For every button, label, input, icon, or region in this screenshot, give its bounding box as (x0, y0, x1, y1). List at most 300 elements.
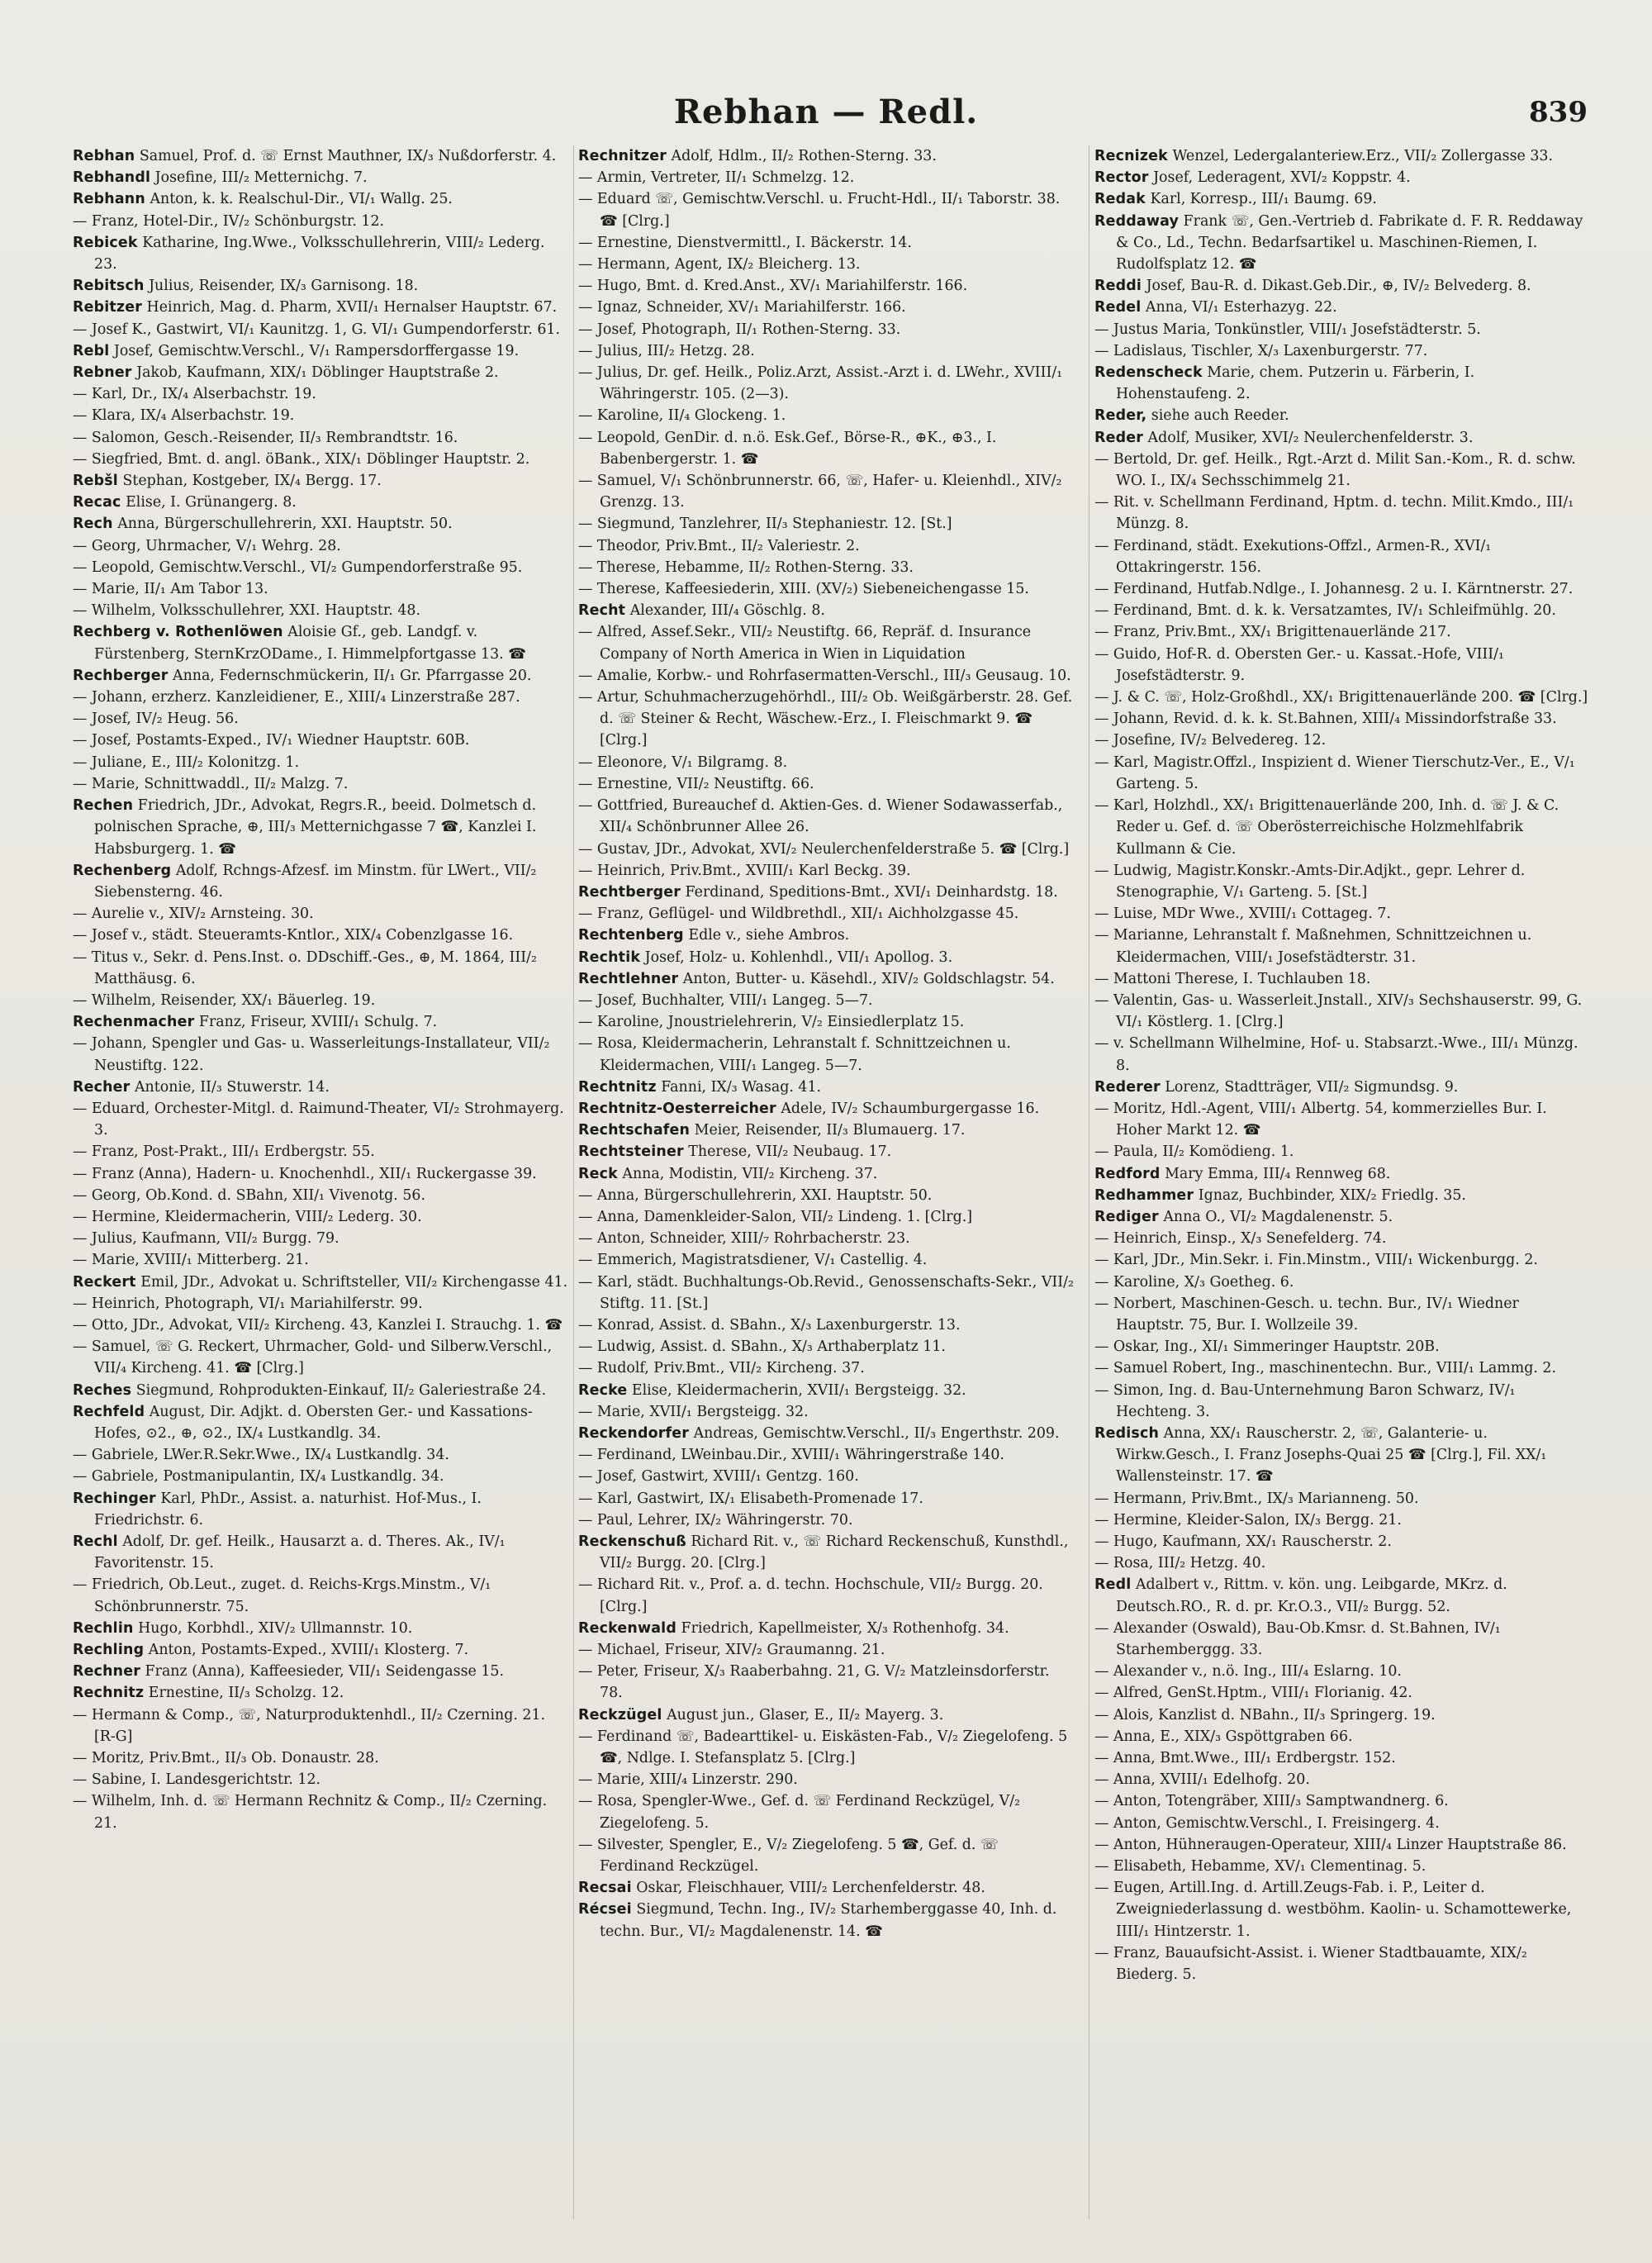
directory-entry (578, 839, 1074, 860)
directory-entry (73, 1488, 568, 1531)
directory-entry (1094, 1380, 1590, 1423)
directory-entry (1094, 1747, 1590, 1769)
entry-details: — Hugo, Bmt. d. Kred.Anst., XV/₁ Mariahilferstr. 166. (578, 278, 968, 295)
entry-details: — Franz, Geflügel- und Wildbrethdl., XII/₁ Aichholzgasse 45. (578, 906, 1019, 923)
page-header (0, 93, 1652, 142)
entry-details: — Simon, Ing. d. Bau-Unternehmung Baron Schwarz, IV/₁ Hechteng. 3. (1094, 1381, 1516, 1420)
entry-surname: Rebšl (73, 473, 118, 490)
directory-entry (1094, 644, 1590, 687)
directory-entry (578, 1423, 1074, 1444)
directory-entry (1094, 1942, 1590, 1985)
entry-surname: Rechtnitz-Oesterreicher (578, 1100, 776, 1117)
entry-details: — Gabriele, Postmanipulantin, IX/₄ Lustkandlg. 34. (73, 1468, 444, 1486)
entry-details: — Sabine, I. Landesgerichtstr. 12. (73, 1771, 321, 1789)
entry-details: Adolf, Musiker, XVI/₂ Neulerchenfelderstr. 3. (1143, 429, 1474, 446)
directory-entry (1094, 1423, 1590, 1488)
entry-details: — Hermann & Comp., ☏, Naturproduktenhdl., II/₂ Czerning. 21. [R-G] (73, 1706, 546, 1745)
directory-entry (73, 1185, 568, 1206)
entry-details: — Justus Maria, Tonkünstler, VIII/₁ Josefstädterstr. 5. (1094, 321, 1481, 338)
directory-entry (1094, 860, 1590, 903)
entry-details: — J. & C. ☏, Holz-Großhdl., XX/₁ Brigittenauerlände 200. ☎ [Clrg.] (1094, 689, 1588, 706)
entry-details: Anton, Butter- u. Käsehdl., XIV/₂ Goldschlagstr. 54. (678, 970, 1055, 987)
directory-entry (1094, 1077, 1590, 1098)
entry-details: — Paula, II/₂ Komödieng. 1. (1094, 1143, 1294, 1161)
entry-surname: Recke (578, 1381, 628, 1399)
directory-entry (73, 730, 568, 751)
directory-entry (578, 925, 1074, 946)
directory-entry (1094, 1769, 1590, 1790)
directory-entry (1094, 1488, 1590, 1509)
entry-details: — Karoline, II/₄ Glockeng. 1. (578, 407, 786, 425)
directory-entry (1094, 1336, 1590, 1357)
directory-entry (578, 145, 1074, 167)
entry-details: Julius, Reisender, IX/₃ Garnisong. 18. (144, 278, 419, 295)
directory-entry (1094, 730, 1590, 751)
entry-details: — Leopold, Gemischtw.Verschl., VI/₂ Gumpendorferstraße 95. (73, 559, 523, 576)
entry-surname: Reckert (73, 1273, 136, 1291)
entry-details: Adalbert v., Rittm. v. kön. ung. Leibgarde, MKrz. d. Deutsch.RO., R. d. pr. Kr.O.3., VII/₂ Burgg. 52. (1116, 1576, 1507, 1615)
entry-surname: Rechberger (73, 667, 169, 684)
entry-details: — Anna, XVIII/₁ Edelhofg. 20. (1094, 1771, 1310, 1789)
entry-surname: Rechtenberg (578, 927, 684, 944)
entry-details: — Luise, MDr Wwe., XVIII/₁ Cottageg. 7. (1094, 906, 1391, 923)
entry-details: — Samuel, ☏ G. Reckert, Uhrmacher, Gold- und Silberw.Verschl., VII/₄ Kircheng. 41. ☎ [Clrg.] (73, 1338, 553, 1377)
directory-entry (73, 319, 568, 340)
entry-details: — Johann, erzherz. Kanzleidiener, E., XIII/₄ Linzerstraße 287. (73, 689, 520, 706)
entry-surname: Rechenmacher (73, 1014, 195, 1031)
directory-entry (1094, 145, 1590, 167)
entry-surname: Rebhan (73, 148, 135, 164)
directory-entry (1094, 1509, 1590, 1531)
directory-entry (73, 340, 568, 362)
entry-surname: Reddaway (1094, 212, 1180, 230)
entry-details: — Moritz, Hdl.-Agent, VIII/₁ Albertg. 54, kommerzielles Bur. I. Hoher Markt 12. ☎ (1094, 1100, 1547, 1139)
entry-surname: Rebner (73, 364, 132, 382)
directory-entry (578, 405, 1074, 426)
directory-entry (73, 232, 568, 275)
entry-details: — Oskar, Ing., XI/₁ Simmeringer Hauptstr. 20B. (1094, 1338, 1440, 1356)
directory-entry (73, 947, 568, 990)
entry-surname: Rechfeld (73, 1403, 145, 1420)
directory-entry (73, 600, 568, 621)
entry-details: August, Dir. Adjkt. d. Obersten Ger.- und Kassations-Hofes, ⊙2., ⊕, ⊙2., IX/₄ Lustkandlg. 34. (94, 1403, 533, 1442)
entry-details: — Friedrich, Ob.Leut., zuget. d. Reichs-Krgs.Minstm., V/₁ Schönbrunnerstr. 75. (73, 1576, 491, 1615)
entry-details: — Marie, XVII/₁ Bergsteigg. 32. (578, 1403, 809, 1420)
entry-details: — Josef, Buchhalter, VIII/₁ Langeg. 5—7. (578, 991, 873, 1009)
directory-entry (1094, 188, 1590, 210)
directory-entry (578, 1272, 1074, 1315)
entry-details: Hugo, Korbhdl., XIV/₂ Ullmannstr. 10. (133, 1619, 413, 1637)
entry-details: — Karl, städt. Buchhaltungs-Ob.Revid., Genossenschafts-Sekr., VII/₂ Stiftg. 11. [St.] (578, 1273, 1074, 1312)
directory-entry (1094, 903, 1590, 925)
entry-details: — Julius, III/₂ Hetzg. 28. (578, 342, 755, 359)
directory-entry (578, 1531, 1074, 1574)
entry-details: Josef, Holz- u. Kohlenhdl., VII/₁ Apollog. 3. (640, 948, 953, 966)
entry-surname: Rechtberger (578, 883, 681, 901)
directory-entry (1094, 621, 1590, 643)
entry-details: Franz (Anna), Kaffeesieder, VII/₁ Seidengasse 15. (140, 1663, 504, 1681)
entry-details: — Amalie, Korbw.- und Rohrfasermatten-Verschl., III/₃ Geusaug. 10. (578, 667, 1071, 684)
entry-details: Mary Emma, III/₄ Rennweg 68. (1160, 1165, 1391, 1182)
directory-entry (1094, 1790, 1590, 1812)
directory-entry (73, 1228, 568, 1249)
directory-entry (578, 1661, 1074, 1704)
directory-entry (73, 903, 568, 925)
directory-entry (1094, 427, 1590, 449)
entry-details: — Marie, Schnittwaddl., II/₂ Malzg. 7. (73, 775, 349, 792)
directory-entry (1094, 340, 1590, 362)
entry-details: — Ferdinand, LWeinbau.Dir., XVIII/₁ Währingerstraße 140. (578, 1447, 1004, 1464)
entry-details: Anna, VI/₁ Esterhazyg. 22. (1141, 299, 1337, 316)
entry-details: — Therese, Hebamme, II/₂ Rothen-Sterng. 33. (578, 559, 914, 576)
directory-entry (578, 1509, 1074, 1531)
directory-entry (578, 752, 1074, 773)
directory-entry (1094, 687, 1590, 708)
entry-details: — Leopold, GenDir. d. n.ö. Esk.Gef., Börse-R., ⊕K., ⊕3., I. Babenbergerstr. 1. ☎ (578, 429, 997, 468)
entry-surname: Récsei (578, 1901, 632, 1918)
directory-entry (1094, 1856, 1590, 1877)
entry-details: — Heinrich, Priv.Bmt., XVIII/₁ Karl Beckg. 39. (578, 862, 911, 879)
entry-details: — Anna, Bmt.Wwe., III/₁ Erdbergstr. 152. (1094, 1750, 1396, 1767)
directory-entry (1094, 990, 1590, 1033)
entry-details: — Hermine, Kleidermacherin, VIII/₂ Lederg. 30. (73, 1208, 422, 1225)
directory-entry (73, 990, 568, 1011)
entry-surname: Rederer (1094, 1078, 1161, 1096)
entry-details: — Hermann, Priv.Bmt., IX/₃ Marianneng. 50. (1094, 1490, 1419, 1507)
directory-entry (578, 362, 1074, 405)
page-number: 839 (1529, 96, 1588, 129)
entry-surname: Rechtnitz (578, 1078, 657, 1096)
entry-details: — Josefine, IV/₂ Belvedereg. 12. (1094, 732, 1327, 749)
entry-details: — Gottfried, Bureauchef d. Aktien-Ges. d. Wiener Sodawasserfab., XII/₄ Schönbrunner Allee 26. (578, 797, 1063, 836)
entry-details: — Juliane, E., III/₂ Kolonitzg. 1. (73, 754, 300, 771)
directory-entry (73, 427, 568, 449)
entry-surname: Redisch (1094, 1424, 1160, 1442)
entry-details: — Marie, II/₁ Am Tabor 13. (73, 581, 268, 598)
directory-entry (73, 925, 568, 946)
entry-details: — Julius, Kaufmann, VII/₂ Burgg. 79. (73, 1230, 339, 1248)
entry-surname: Reckendorfer (578, 1424, 690, 1442)
entry-surname: Rechtlehner (578, 970, 679, 987)
entry-details: — Guido, Hof-R. d. Obersten Ger.- u. Kassat.-Hofe, VIII/₁ Josefstädterstr. 9. (1094, 645, 1504, 684)
entry-details: — Franz, Hotel-Dir., IV/₂ Schönburgstr. 12. (73, 212, 385, 230)
directory-entry (73, 708, 568, 730)
directory-entry (73, 1380, 568, 1401)
directory-entry (1094, 1228, 1590, 1249)
directory-entry (578, 1357, 1074, 1379)
entry-surname: Recht (578, 602, 626, 620)
entry-details: — Moritz, Priv.Bmt., II/₃ Ob. Donaustr. 28. (73, 1750, 379, 1767)
entry-details: — Hugo, Kaufmann, XX/₁ Rauscherstr. 2. (1094, 1533, 1392, 1550)
directory-entry (1094, 1206, 1590, 1228)
entry-details: — Armin, Vertreter, II/₁ Schmelzg. 12. (578, 169, 855, 187)
directory-entry (1094, 1141, 1590, 1162)
entry-details: Adolf, Dr. gef. Heilk., Hausarzt a. d. Theres. Ak., IV/₁ Favoritenstr. 15. (94, 1533, 506, 1572)
entry-details: — Richard Rit. v., Prof. a. d. techn. Hochschule, VII/₂ Burgg. 20. [Clrg.] (578, 1576, 1043, 1615)
directory-entry (578, 1077, 1074, 1098)
entry-details: Elise, Kleidermacherin, XVII/₁ Bergsteigg. 32. (627, 1381, 966, 1399)
entry-details: — Eleonore, V/₁ Bilgramg. 8. (578, 754, 788, 771)
entry-details: — Wilhelm, Reisender, XX/₁ Bäuerleg. 19. (73, 991, 376, 1009)
entry-details: — Ludwig, Assist. d. SBahn., X/₃ Arthaberplatz 11. (578, 1338, 946, 1356)
directory-entry (73, 665, 568, 687)
directory-entry (578, 297, 1074, 318)
entry-details: Meier, Reisender, II/₃ Blumauerg. 17. (690, 1122, 966, 1139)
entry-details: Josefine, III/₂ Metternichg. 7. (150, 169, 368, 187)
directory-entry (1094, 795, 1590, 860)
entry-details: — Hermine, Kleider-Salon, IX/₃ Bergg. 21. (1094, 1511, 1402, 1528)
directory-entry (73, 1249, 568, 1271)
entry-details: August jun., Glaser, E., II/₂ Mayerg. 3. (662, 1706, 944, 1723)
directory-entry (73, 1444, 568, 1466)
directory-entry (578, 275, 1074, 297)
entry-surname: Redford (1094, 1165, 1161, 1182)
entry-details: — Ladislaus, Tischler, X/₃ Laxenburgerstr. 77. (1094, 342, 1428, 359)
directory-entry (73, 145, 568, 167)
directory-entry (73, 470, 568, 492)
entry-details: — Silvester, Spengler, E., V/₂ Ziegelofeng. 5 ☎, Gef. d. ☏ Ferdinand Reckzügel. (578, 1836, 999, 1876)
directory-entry (1094, 925, 1590, 967)
directory-column-3 (1094, 145, 1590, 2227)
directory-entry (1094, 297, 1590, 318)
directory-entry (578, 600, 1074, 621)
directory-entry (578, 254, 1074, 275)
entry-details: Anna, Federnschmückerin, II/₁ Gr. Pfarrgasse 20. (168, 667, 532, 684)
entry-details: Ernestine, II/₃ Scholzg. 12. (144, 1685, 344, 1702)
directory-entry (578, 1639, 1074, 1661)
directory-entry (73, 275, 568, 297)
entry-details: — Paul, Lehrer, IX/₂ Währingerstr. 70. (578, 1511, 853, 1528)
entry-surname: Rediger (1094, 1208, 1159, 1225)
directory-entry (578, 319, 1074, 340)
entry-details: — Rudolf, Priv.Bmt., VII/₂ Kircheng. 37. (578, 1360, 865, 1377)
entry-details: Josef, Gemischtw.Verschl., V/₁ Rampersdorffergasse 19. (109, 342, 520, 359)
directory-entry (73, 1163, 568, 1185)
entry-surname: Redl (1094, 1576, 1132, 1594)
directory-entry (578, 1834, 1074, 1877)
directory-entry (1094, 449, 1590, 492)
entry-details: Karl, Korresp., III/₁ Baumg. 69. (1145, 191, 1377, 208)
directory-entry (73, 752, 568, 773)
entry-surname: Rechl (73, 1533, 118, 1550)
directory-entry (578, 903, 1074, 925)
entry-details: Siegmund, Techn. Ing., IV/₂ Starhemberggasse 40, Inh. d. techn. Bur., VI/₂ Magdalenenstr. 14. ☎ (600, 1901, 1057, 1940)
directory-entry (578, 1228, 1074, 1249)
entry-details: — Marianne, Lehranstalt f. Maßnehmen, Schnittzeichnen u. Kleidermachen, VIII/₁ Josefstädterstr. 31. (1094, 927, 1532, 966)
entry-surname: Rechtik (578, 948, 641, 966)
entry-details: Anna, Bürgerschullehrerin, XXI. Hauptstr. 50. (112, 516, 453, 533)
entry-details: — Franz, Priv.Bmt., XX/₁ Brigittenauerlände 217. (1094, 624, 1451, 641)
directory-entry (73, 383, 568, 405)
entry-details: — Karl, Magistr.Offzl., Inspizient d. Wiener Tierschutz-Ver., E., V/₁ Garteng. 5. (1094, 754, 1575, 792)
directory-entry (578, 882, 1074, 903)
entry-details: — Josef K., Gastwirt, VI/₁ Kaunitzg. 1, G. VI/₁ Gumpendorferstr. 61. (73, 321, 560, 338)
entry-surname: Reck (578, 1165, 618, 1182)
directory-entry (578, 795, 1074, 838)
entry-surname: Rector (1094, 169, 1149, 187)
entry-details: Adolf, Hdlm., II/₂ Rothen-Sterng. 33. (667, 148, 937, 164)
entry-details: — Rosa, III/₂ Hetzg. 40. (1094, 1555, 1266, 1572)
directory-entry (578, 990, 1074, 1011)
entry-surname: Rechen (73, 797, 134, 815)
entry-details: Therese, VII/₂ Neubaug. 17. (683, 1143, 892, 1161)
directory-entry (1094, 1531, 1590, 1552)
entry-surname: Recnizek (1094, 148, 1168, 164)
entry-details: — Alois, Kanzlist d. NBahn., II/₃ Springerg. 19. (1094, 1706, 1436, 1723)
entry-surname: Recsai (578, 1880, 632, 1897)
entry-details: Adele, IV/₂ Schaumburgergasse 16. (776, 1100, 1040, 1117)
entry-details: Jakob, Kaufmann, XIX/₁ Döblinger Hauptstraße 2. (131, 364, 499, 382)
directory-entry (578, 1574, 1074, 1617)
directory-entry (578, 1704, 1074, 1726)
entry-details: — Karl, JDr., Min.Sekr. i. Fin.Minstm., VIII/₁ Wickenburgg. 2. (1094, 1252, 1538, 1269)
entry-details: — Ferdinand, städt. Exekutions-Offzl., Armen-R., XVI/₁ Ottakringerstr. 156. (1094, 537, 1492, 576)
entry-surname: Rechinger (73, 1490, 156, 1507)
directory-entry (1094, 1357, 1590, 1379)
entry-details: — Alexander (Oswald), Bau-Ob.Kmsr. d. St.Bahnen, IV/₁ Starhemberggg. 33. (1094, 1619, 1501, 1659)
directory-entry (73, 795, 568, 860)
entry-details: — Peter, Friseur, X/₃ Raaberbahng. 21, G. V/₂ Matzleinsdorferstr. 78. (578, 1663, 1050, 1702)
directory-entry (73, 1077, 568, 1098)
entry-details: — Siegfried, Bmt. d. angl. öBank., XIX/₁ Döblinger Hauptstr. 2. (73, 450, 530, 468)
entry-details: — Valentin, Gas- u. Wasserleit.Jnstall., XIV/₃ Sechshauserstr. 99, G. VI/₁ Köstlerg. 1. [Clrg.] (1094, 991, 1583, 1031)
entry-details: — Artur, Schuhmacherzugehörhdl., III/₂ Ob. Weißgärberstr. 28. Gef. d. ☏ Steiner & Recht, Wäschew.-Erz., I. Fleischmarkt 9. ☎ [Clrg.] (578, 689, 1073, 749)
entry-details: — Titus v., Sekr. d. Pens.Inst. o. DDschiff.-Ges., ⊕, M. 1864, III/₂ Matthäusg. 6. (73, 948, 537, 987)
entry-details: — Anna, Damenkleider-Salon, VII/₂ Lindeng. 1. [Clrg.] (578, 1208, 973, 1225)
directory-entry (73, 492, 568, 513)
entry-details: — Rit. v. Schellmann Ferdinand, Hptm. d. techn. Milit.Kmdo., III/₁ Münzg. 8. (1094, 494, 1574, 533)
directory-entry (73, 1639, 568, 1661)
entry-details: — Rosa, Kleidermacherin, Lehranstalt f. Schnittzeichnen u. Kleidermachen, VIII/₁ Langeg. 5—7. (578, 1035, 1011, 1074)
directory-column-2 (578, 145, 1074, 2227)
directory-entry (1094, 1185, 1590, 1206)
entry-details: Anton, Postamts-Exped., XVIII/₁ Klosterg. 7. (144, 1642, 469, 1659)
directory-entry (1094, 362, 1590, 405)
entry-details: — Eugen, Artill.Ing. d. Artill.Zeugs-Fab. i. P., Leiter d. Zweigniederlassung d. westböhm. Kaolin- u. Schamottewerke, IIII/₁ Hintzerstr. 1. (1094, 1880, 1572, 1940)
entry-details: Elise, I. Grünangerg. 8. (121, 494, 297, 511)
entry-details: — Otto, JDr., Advokat, VII/₂ Kircheng. 43, Kanzlei I. Strauchg. 1. ☎ (73, 1316, 563, 1334)
directory-entry (578, 1206, 1074, 1228)
directory-entry (73, 557, 568, 578)
directory-entry (578, 1899, 1074, 1942)
entry-details: — Johann, Spengler und Gas- u. Wasserleitungs-Installateur, VII/₂ Neustiftg. 122. (73, 1035, 550, 1074)
entry-details: Marie, chem. Putzerin u. Färberin, I. Hohenstaufeng. 2. (1116, 364, 1475, 403)
entry-surname: Reckenwald (578, 1619, 676, 1637)
directory-entry (578, 1120, 1074, 1141)
entry-details: — Norbert, Maschinen-Gesch. u. techn. Bur., IV/₁ Wiedner Hauptstr. 75, Bur. I. Wollzeile 39. (1094, 1295, 1519, 1334)
directory-entry (1094, 1877, 1590, 1942)
entry-surname: Rechlin (73, 1619, 134, 1637)
entry-surname: Redhammer (1094, 1186, 1194, 1204)
entry-surname: Redenscheck (1094, 364, 1203, 382)
directory-entry (578, 665, 1074, 687)
directory-entry (1094, 1552, 1590, 1574)
directory-entry (73, 1336, 568, 1379)
directory-entry (1094, 405, 1590, 426)
entry-details: Josef, Lederagent, XVI/₂ Koppstr. 4. (1148, 169, 1411, 187)
entry-details: — Samuel Robert, Ing., maschinentechn. Bur., VIII/₁ Lammg. 2. (1094, 1360, 1557, 1377)
directory-entry (1094, 1704, 1590, 1726)
entry-details: — Karoline, X/₃ Goetheg. 6. (1094, 1273, 1294, 1291)
entry-details: — Siegmund, Tanzlehrer, II/₃ Stephaniestr. 12. [St.] (578, 516, 952, 533)
directory-entry (578, 167, 1074, 188)
entry-details: — Elisabeth, Hebamme, XV/₁ Clementinag. 5. (1094, 1858, 1427, 1876)
entry-details: Anna, Modistin, VII/₂ Kircheng. 37. (617, 1165, 878, 1182)
directory-entry (1094, 1293, 1590, 1336)
directory-entry (578, 1380, 1074, 1401)
entry-details: — Emmerich, Magistratsdiener, V/₁ Castellig. 4. (578, 1252, 928, 1269)
entry-details: — Ferdinand, Bmt. d. k. k. Versatzamtes, IV/₁ Schleifmühlg. 20. (1094, 602, 1556, 620)
entry-details: — Wilhelm, Inh. d. ☏ Hermann Rechnitz & Comp., II/₂ Czerning. 21. (73, 1793, 548, 1832)
entry-details: — Salomon, Gesch.-Reisender, II/₃ Rembrandtstr. 16. (73, 429, 458, 446)
directory-entry (1094, 167, 1590, 188)
directory-entry (73, 1466, 568, 1487)
directory-entry (578, 578, 1074, 600)
directory-entry (578, 340, 1074, 362)
entry-details: — Karoline, Jnoustrielehrerin, V/₂ Einsiedlerplatz 15. (578, 1014, 965, 1031)
entry-details: — Heinrich, Einsp., X/₃ Senefelderg. 74. (1094, 1230, 1387, 1248)
directory-entry (578, 1163, 1074, 1185)
entry-surname: Rebhann (73, 191, 145, 208)
entry-details: Ignaz, Buchbinder, XIX/₂ Friedlg. 35. (1194, 1186, 1466, 1204)
entry-details: — Ferdinand, Hutfab.Ndlge., I. Johannesg. 2 u. I. Kärntnerstr. 27. (1094, 581, 1574, 598)
directory-entry (73, 188, 568, 210)
entry-details: — Therese, Kaffeesiederin, XIII. (XV/₂) Siebeneichengasse 15. (578, 581, 1029, 598)
directory-entry (1094, 1098, 1590, 1141)
entry-details: — Heinrich, Photograph, VI/₁ Mariahilferstr. 99. (73, 1295, 423, 1312)
entry-details: — Josef, Postamts-Exped., IV/₁ Wiedner Hauptstr. 60B. (73, 732, 470, 749)
entry-details: — Anna, E., XIX/₃ Gspöttgraben 66. (1094, 1728, 1353, 1745)
entry-details: — Marie, XIII/₄ Linzerstr. 290. (578, 1771, 798, 1789)
entry-details: — Georg, Ob.Kond. d. SBahn, XII/₁ Vivenotg. 56. (73, 1186, 425, 1204)
directory-entry (73, 1272, 568, 1293)
entry-details: — Josef, Photograph, II/₁ Rothen-Sterng. 33. (578, 321, 901, 338)
directory-entry (73, 1661, 568, 1682)
entry-details: — Johann, Revid. d. k. k. St.Bahnen, XIII/₄ Missindorfstraße 33. (1094, 711, 1557, 728)
entry-details: — Alexander v., n.ö. Ing., III/₄ Eslarng. 10. (1094, 1663, 1402, 1681)
entry-details: — Anton, Totengräber, XIII/₃ Samptwandnerg. 6. (1094, 1793, 1449, 1810)
directory-entry (73, 1033, 568, 1076)
entry-details: — Franz (Anna), Hadern- u. Knochenhdl., XII/₁ Ruckergasse 39. (73, 1165, 537, 1182)
directory-entry (578, 470, 1074, 513)
entry-details: siehe auch Reeder. (1146, 407, 1289, 425)
entry-details: — Josef, IV/₂ Heug. 56. (73, 711, 239, 728)
entry-surname: Redel (1094, 299, 1142, 316)
directory-entry (73, 449, 568, 470)
directory-entry (73, 211, 568, 232)
entry-details: — Ignaz, Schneider, XV/₁ Mariahilferstr. 166. (578, 299, 906, 316)
entry-surname: Reches (73, 1381, 132, 1399)
entry-surname: Rechner (73, 1663, 141, 1681)
directory-entry (1094, 535, 1590, 578)
directory-entry (578, 1726, 1074, 1769)
entry-details: Anna, XX/₁ Rauscherstr. 2, ☏, Galanterie- u. Wirkw.Gesch., I. Franz Josephs-Quai 25 ☎ [Clrg.], Fil. XX/₁ Wallensteinstr. 17. ☎ (1116, 1424, 1547, 1486)
directory-entry (73, 1704, 568, 1747)
directory-entry (578, 1098, 1074, 1120)
entry-details: — Julius, Dr. gef. Heilk., Poliz.Arzt, Assist.-Arzt i. d. LWehr., XVIII/₁ Währingerstr. 105. (2—3). (578, 364, 1063, 403)
directory-entry (73, 1769, 568, 1790)
entry-surname: Rechtschafen (578, 1122, 691, 1139)
entry-details: Karl, PhDr., Assist. a. naturhist. Hof-Mus., I. Friedrichstr. 6. (94, 1490, 482, 1528)
directory-entry (1094, 319, 1590, 340)
directory-entry (73, 1747, 568, 1769)
entry-details: Adolf, Rchngs-Afzesf. im Minstm. für LWert., VII/₂ Siebensterng. 46. (94, 862, 537, 901)
directory-entry (578, 968, 1074, 990)
directory-entry (578, 427, 1074, 470)
directory-entry (73, 578, 568, 600)
entry-details: Fanni, IX/₃ Wasag. 41. (656, 1078, 822, 1096)
directory-entry (578, 535, 1074, 557)
